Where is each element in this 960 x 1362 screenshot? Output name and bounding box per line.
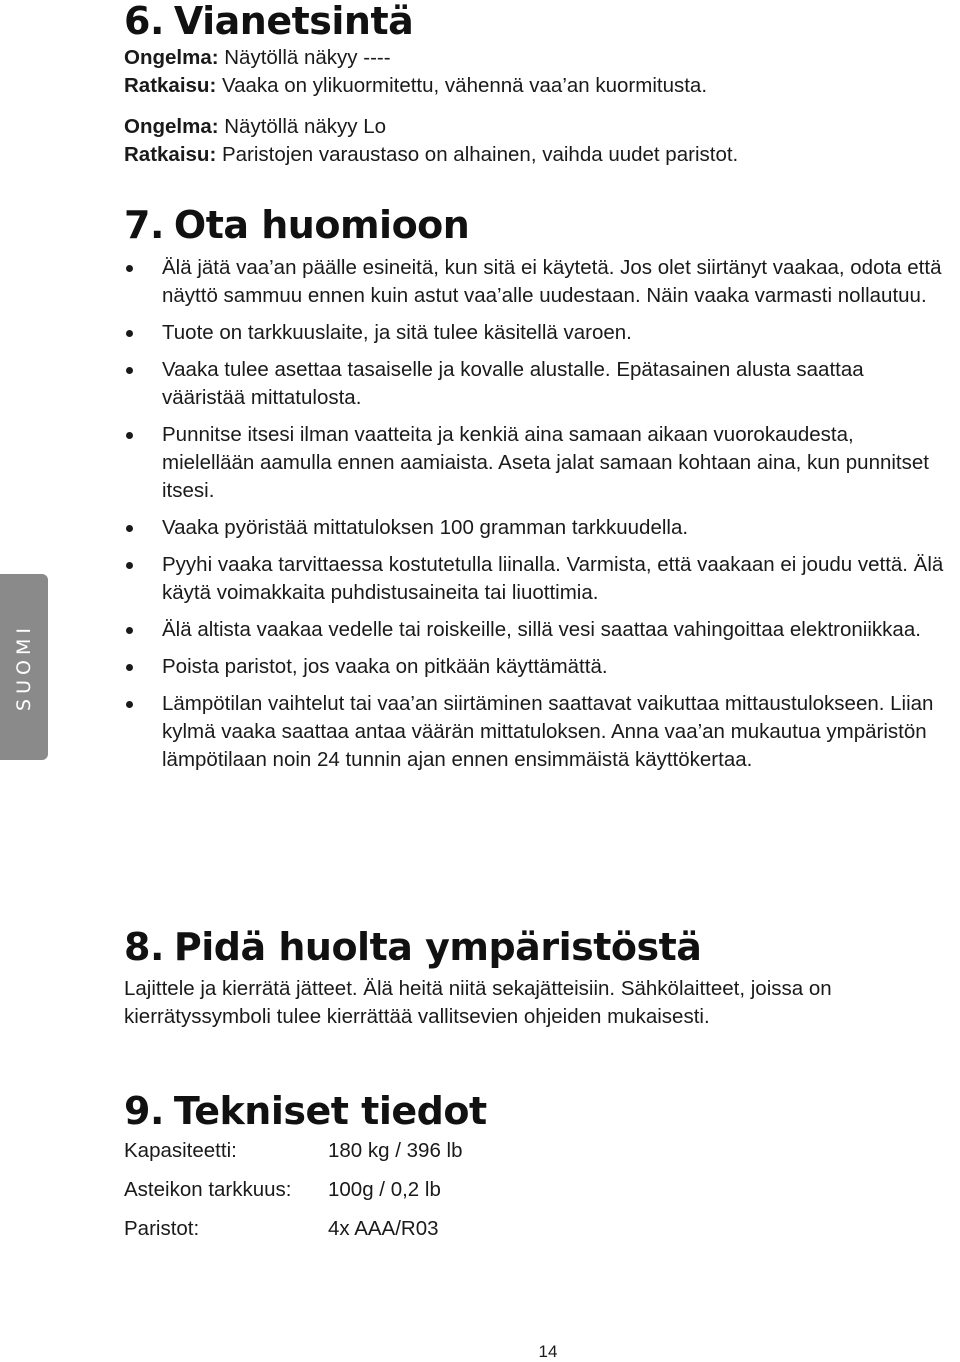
problem-label: Ongelma: [124,115,219,138]
problem-label: Ongelma: [124,46,219,69]
solution-label: Ratkaisu: [124,74,217,97]
language-label: SUOMI [13,623,35,711]
bullet-icon [126,432,133,439]
spec-value: 100g / 0,2 lb [328,1178,441,1201]
section-heading-environment: 8. Pidä huolta ympäristöstä [124,925,702,969]
section-heading-specs: 9. Tekniset tiedot [124,1089,487,1133]
list-item: Tuote on tarkkuuslaite, ja sitä tulee käsitellä varoen. [124,319,944,347]
list-item: Pyyhi vaaka tarvittaessa kostutetulla liinalla. Varmista, että vaakaan ei joudu vettä. Älä käytä voimakkaita puhdistusaineita tai liuottimia. [124,551,944,607]
list-item: Punnitse itsesi ilman vaatteita ja kenkiä aina samaan aikaan vuorokaudesta, mielellään aamulla ennen aamiaista. Aseta jalat samaan kohtaan aina, kun punnitset itsesi. [124,421,944,505]
solution-text: Paristojen varaustaso on alhainen, vaihda uudet paristot. [216,143,739,166]
section-heading-troubleshooting: 6. Vianetsintä [124,0,414,43]
notes-list [124,254,944,783]
spec-label: Paristot: [124,1217,200,1240]
bullet-icon [126,701,133,708]
language-side-tab [0,574,48,760]
bullet-icon [126,562,133,569]
list-item: Lämpötilan vaihtelut tai vaa’an siirtäminen saattavat vaikuttaa mittaustulokseen. Liian kylmä vaaka saattaa antaa väärän mittatuloksen. Anna vaa’an mukautua ympäristön lämpötilaan noin 24 tunnin ajan ennen ensimmäistä käyttökertaa. [124,690,944,774]
bullet-icon [126,627,133,634]
bullet-icon [126,664,133,671]
bullet-icon [126,265,133,272]
section-heading-notes: 7. Ota huomioon [124,203,470,247]
list-item: Älä altista vaakaa vedelle tai roiskeille, sillä vesi saattaa vahingoittaa elektroniikkaa. [124,616,944,644]
list-item: Poista paristot, jos vaaka on pitkään käyttämättä. [124,653,944,681]
bullet-icon [126,525,133,532]
spec-label: Kapasiteetti: [124,1139,237,1162]
bullet-icon [126,330,133,337]
environment-paragraph: Lajittele ja kierrätä jätteet. Älä heitä niitä sekajätteisiin. Sähkölaitteet, joissa on kierrätyssymboli tulee kierrättää vallitsevien ohjeiden mukaisesti. [124,977,832,1028]
spec-label: Asteikon tarkkuus: [124,1178,292,1201]
spec-value: 4x AAA/R03 [328,1217,439,1240]
list-item: Älä jätä vaa’an päälle esineitä, kun sitä ei käytetä. Jos olet siirtänyt vaakaa, odota että näyttö sammuu ennen kuin astut vaa’alle uudestaan. Näin vaaka varmasti nollautuu. [124,254,944,310]
spec-value: 180 kg / 396 lb [328,1139,463,1162]
solution-label: Ratkaisu: [124,143,217,166]
list-item: Vaaka pyöristää mittatuloksen 100 gramman tarkkuudella. [124,514,944,542]
bullet-icon [126,367,133,374]
troubleshooting-item [124,44,936,100]
solution-text: Vaaka on ylikuormitettu, vähennä vaa’an kuormitusta. [216,74,708,97]
problem-text: Näytöllä näkyy Lo [218,115,387,138]
troubleshooting-item [124,113,936,169]
list-item: Vaaka tulee asettaa tasaiselle ja kovalle alustalle. Epätasainen alusta saattaa vääristää mittatulosta. [124,356,944,412]
page-number: 14 [538,1342,558,1361]
problem-text: Näytöllä näkyy ---- [218,46,391,69]
